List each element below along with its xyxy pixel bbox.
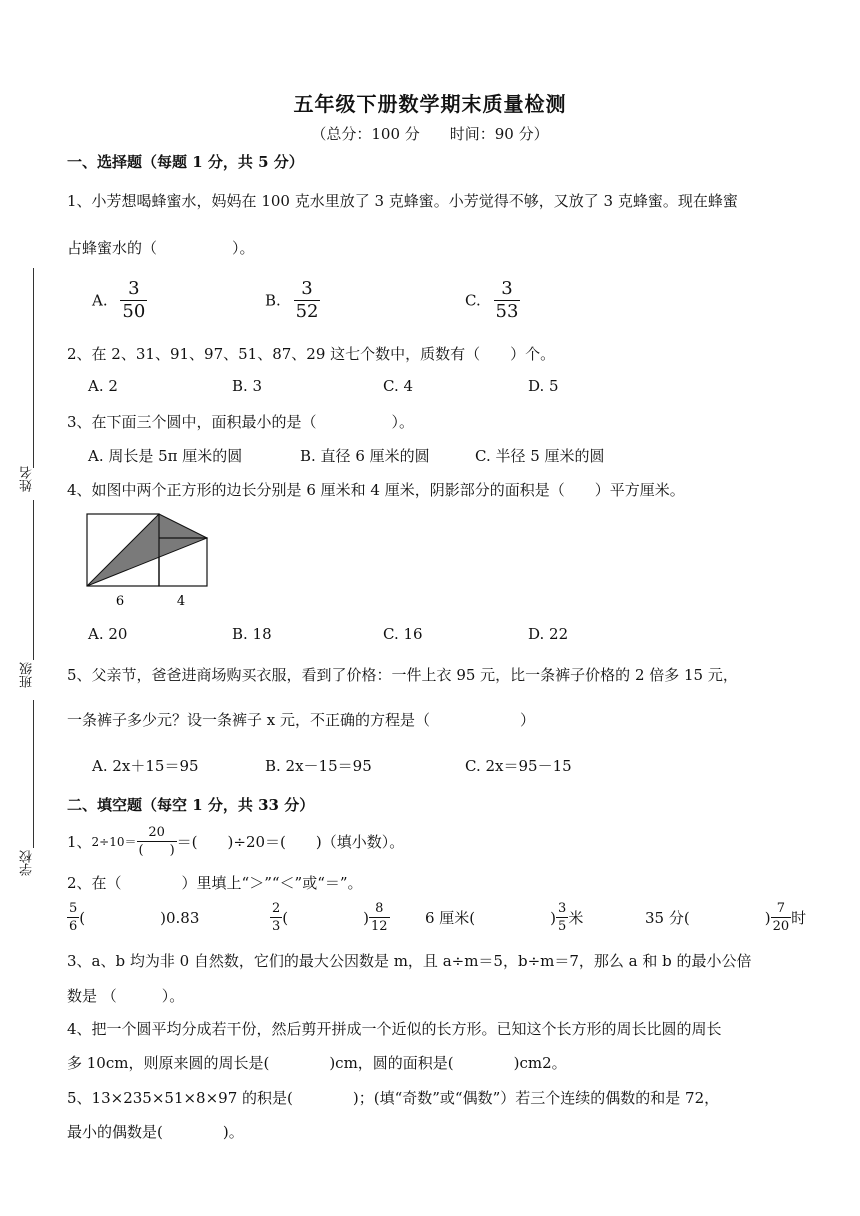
question-text: 3、a、b 均为非 0 自然数，它们的最大公因数是 m，且 a÷m＝5，b÷m＝7，那么 a 和 b 的最小公倍 <box>67 952 752 970</box>
name-label: 姓名 <box>20 466 35 492</box>
compare-item-1: $\frac{5}{6}$ ( )0.83 <box>69 901 200 934</box>
figure-label-4: 4 <box>176 594 186 609</box>
question-text: 数是 （ ）。 <box>67 987 185 1005</box>
class-label: 班级 <box>20 662 35 688</box>
option-a: A. 20 <box>88 625 128 643</box>
compare-item-2: $\frac{2}{3}$ ( ) $\frac{8}{12}$ <box>272 901 388 934</box>
fraction: $\frac{3}{50}$ <box>122 278 146 322</box>
side-line <box>33 268 34 468</box>
question-text: 最小的偶数是( )。 <box>67 1123 244 1141</box>
option-b: B. 18 <box>232 625 272 643</box>
option-c: C. 16 <box>383 625 423 643</box>
option-a: A. 2 <box>88 377 118 395</box>
fraction: $\frac{3}{5}$ <box>558 901 567 934</box>
option-c: C. 2x＝95－15 <box>465 757 572 775</box>
section-heading: 一、选择题（每题 1 分，共 5 分） <box>67 153 304 171</box>
option-a: A. 2x＋15＝95 <box>92 757 199 775</box>
option-b: B. 2x－15＝95 <box>265 757 372 775</box>
figure-label-6: 6 <box>115 594 125 609</box>
fraction: $\frac{3}{53}$ <box>495 278 519 322</box>
question-text: 5、13×235×51×8×97 的积是( )；(填“奇数”或“偶数”）若三个连续的偶数的和是 72， <box>67 1089 720 1107</box>
question-text: 2、在（ ）里填上“＞”“＜”或“＝”。 <box>67 874 363 892</box>
option-a: A. 周长是 5π 厘米的圆 <box>88 447 243 465</box>
compare-item-4: 35 分( ) $\frac{7}{20}$ 时 <box>645 901 807 934</box>
page-title: 五年级下册数学期末质量检测 <box>293 92 567 116</box>
squares-figure <box>80 508 215 613</box>
side-line <box>33 500 34 660</box>
question-text: 1、小芳想喝蜂蜜水，妈妈在 100 克水里放了 3 克蜂蜜。小芳觉得不够，又放了 3 克蜂蜜。现在蜂蜜 <box>67 192 738 210</box>
option-c: C. 4 <box>383 377 414 395</box>
school-label: 学校 <box>20 850 35 876</box>
question-text: 1、2÷10＝ $\frac{20}{( )}$ ＝( )÷20＝( )（填小数）。 <box>67 825 405 858</box>
question-text: 5、父亲节，爸爸进商场购买衣服，看到了价格：一件上衣 95 元，比一条裤子价格的 2 倍多 15 元， <box>67 666 738 684</box>
option-d: D. 5 <box>528 377 559 395</box>
shaded-triangle <box>87 514 207 586</box>
section-heading: 二、填空题（每空 1 分，共 33 分） <box>67 796 315 814</box>
option-a: A. $\frac{3}{50}$ <box>92 278 146 322</box>
fraction: $\frac{5}{6}$ <box>69 901 78 934</box>
question-text: 4、把一个圆平均分成若干份，然后剪开拼成一个近似的长方形。已知这个长方形的周长比圆的周长 <box>67 1020 722 1038</box>
option-c: C. $\frac{3}{53}$ <box>465 278 519 322</box>
option-d: D. 22 <box>528 625 569 643</box>
question-text: 占蜂蜜水的（ ）。 <box>67 239 255 257</box>
page-subtitle: （总分：100 分 时间：90 分） <box>311 125 549 143</box>
option-c: C. 半径 5 厘米的圆 <box>475 447 605 465</box>
question-text: 4、如图中两个正方形的边长分别是 6 厘米和 4 厘米，阴影部分的面积是（ ）平方厘米。 <box>67 481 685 499</box>
question-text: 多 10cm，则原来圆的周长是( )cm，圆的面积是( )cm2。 <box>67 1054 567 1072</box>
fraction: $\frac{3}{52}$ <box>295 278 319 322</box>
fraction: $\frac{8}{12}$ <box>371 901 388 934</box>
option-b: B. $\frac{3}{52}$ <box>265 278 319 322</box>
compare-item-3: 6 厘米( ) $\frac{3}{5}$ 米 <box>425 901 584 934</box>
fraction: $\frac{2}{3}$ <box>272 901 281 934</box>
question-text: 2、在 2、31、91、97、51、87、29 这七个数中，质数有（ ）个。 <box>67 345 556 363</box>
side-line <box>33 700 34 848</box>
fraction: $\frac{7}{20}$ <box>772 901 790 934</box>
fraction: $\frac{20}{( )}$ <box>138 825 175 858</box>
question-text: 一条裤子多少元？设一条裤子 x 元，不正确的方程是（ ） <box>67 711 535 729</box>
option-b: B. 3 <box>232 377 263 395</box>
question-text: 3、在下面三个圆中，面积最小的是（ ）。 <box>67 413 415 431</box>
option-b: B. 直径 6 厘米的圆 <box>300 447 430 465</box>
